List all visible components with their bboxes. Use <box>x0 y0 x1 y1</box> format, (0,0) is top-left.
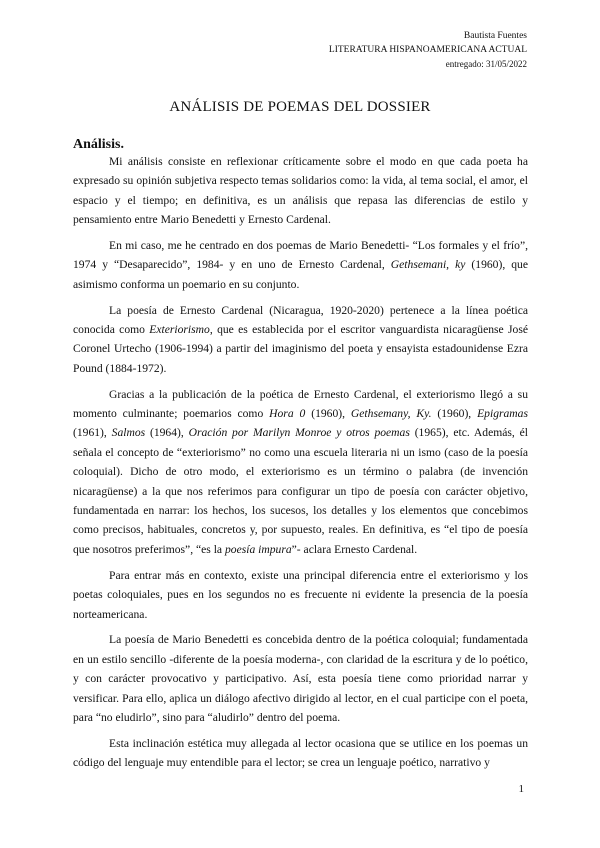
section-heading: Análisis. <box>73 137 124 152</box>
document-header <box>329 29 527 71</box>
paragraph-1: Mi análisis consiste en reflexionar críticamente sobre el modo en que cada poeta ha expresado su opinión subjetiva respecto temas solidarios como: la vida, al tema social, el amor, el espacio y el tiempo; en definitiva, es un análisis que repasa las diferencias de estilo y pensamiento entre Mario Benedetti y Ernesto Cardenal. <box>73 155 528 227</box>
submission-date: entregado: 31/05/2022 <box>445 59 527 69</box>
body-text <box>73 152 528 779</box>
paragraph-2: En mi caso, me he centrado en dos poemas de Mario Benedetti- “Los formales y el frío”, 1974 y “Desaparecido”, 1984- y en uno de Ernesto Cardenal, Gethsemani, ky (1960), que asimismo conforma un poemario en su conjunto. <box>73 239 528 291</box>
paragraph-4: Gracias a la publicación de la poética de Ernesto Cardenal, el exteriorismo llegó a su momento culminante; poemarios como Hora 0 (1960), Gethsemany, Ky. (1960), Epigramas (1961), Salmos (1964), Oración por Marilyn Monroe y otros poemas (1965), etc. Además, él señala el concepto de “exteriorismo” no como una escuela literaria ni un ismo (caso de la poesía coloquial). Dicho de otro modo, el exteriorismo es un término o palabra (de invención nicaragüense) a la que nos referimos para configurar un tipo de poesía con carácter objetivo, fundamentada en narrar: los hechos, los sucesos, los detalles y los elementos que concebimos como precisos, habituales, concretos y, por supuesto, reales. En definitiva, es “el tipo de poesía que nosotros preferimos”, “es la poesía impura”- aclara Ernesto Cardenal. <box>73 387 528 556</box>
author-name: Bautista Fuentes <box>463 31 527 41</box>
paragraph-7: Esta inclinación estética muy allegada al lector ocasiona que se utilice en los poemas un código del lenguaje muy entendible para el lector; se crea un lenguaje poético, narrativo y <box>73 736 528 770</box>
paragraph-6: La poesía de Mario Benedetti es concebida dentro de la poética coloquial; fundamentada en un estilo sencillo -diferente de la poesía moderna-, con claridad de la escritura y de lo poético, y con carácter provocativo y participativo. Así, esta poesía tiene como prioridad narrar y versificar. Para ello, aplica un diálogo afectivo dirigido al lector, en el cual participe con el poeta, para “no eludirlo”, sino para “aludirlo” dentro del poema. <box>73 633 528 724</box>
paragraph-3: La poesía de Ernesto Cardenal (Nicaragua, 1920-2020) pertenece a la línea poética conocida como Exteriorismo, que es establecida por el escritor vanguardista nicaragüense José Coronel Urtecho (1906-1994) a partir del imaginismo del poeta y ensayista estadounidense Ezra Pound (1884-1972). <box>73 303 528 375</box>
page-number: 1 <box>518 783 524 795</box>
document-title: ANÁLISIS DE POEMAS DEL DOSSIER <box>169 99 431 115</box>
course-name: LITERATURA HISPANOAMERICANA ACTUAL <box>328 45 527 55</box>
paragraph-5: Para entrar más en contexto, existe una principal diferencia entre el exteriorismo y los poetas coloquiales, pues en los segundos no es frecuente ni evidente la presencia de la poesía norteamericana. <box>73 568 528 621</box>
